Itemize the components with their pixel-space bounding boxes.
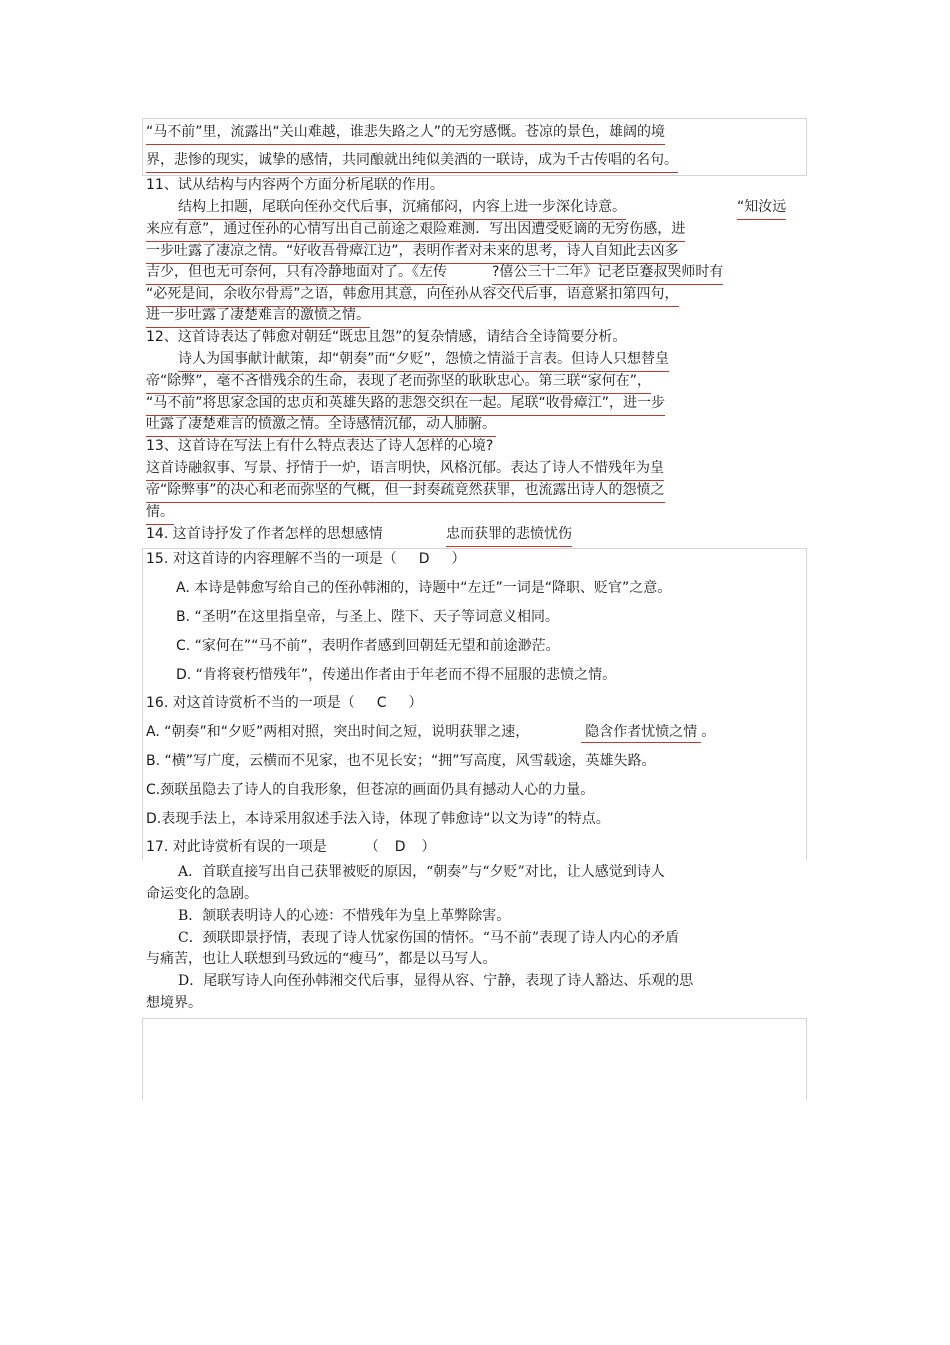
- q14-answer: 忠而获罪的悲愤忧伤: [446, 524, 572, 547]
- q17-option-line: A．首联直接写出自己获罪被贬的原因，“朝奏”与“夕贬”对比，让人感觉到诗人: [178, 864, 665, 880]
- q12-answer-line: 帝“除弊”，毫不吝惜残余的生命，表现了老而弥坚的耿耿忠心。第三联“家何在”，: [146, 371, 651, 394]
- q16-question-text: 16. 对这首诗赏析不当的一项是（: [146, 695, 355, 711]
- q16-question: [146, 693, 423, 715]
- q15-question: [146, 549, 466, 571]
- q12-answer-line: “马不前”将思家念国的忠贞和英雄失路的悲怨交织在一起。尾联“收骨瘴江”，进一步: [146, 393, 665, 416]
- q11-answer-line: 结构上扣题，尾联向侄孙交代后事，沉痛郁闷，内容上进一步深化诗意。: [178, 197, 626, 220]
- q12-answer-line: 诗人为国事献计献策，却“朝奏”而“夕贬”，怨愤之情溢于言表。但诗人只想替皇: [178, 349, 669, 372]
- text-line: 界，悲惨的现实，诚挚的感情，共同酿就出纯似美酒的一联诗，成为千古传唱的名句。: [146, 150, 678, 173]
- q12-answer-line: 吐露了凄楚难言的愤激之情。全诗感情沉郁，动人肺腑。: [146, 414, 496, 437]
- q16-option-a-end: 。: [701, 724, 716, 740]
- q17-option-line: 与痛苦，也让人联想到马致远的“瘦马”，都是以马写人。: [146, 951, 497, 967]
- q17-answer: D: [394, 839, 406, 855]
- q11-answer-line: 进一步吐露了凄楚难言的激愤之情。: [146, 305, 370, 328]
- q16-option-c: C.颈联虽隐去了诗人的自我形象，但苍凉的画面仍具有撼动人心的力量。: [146, 782, 595, 798]
- q15-option-d: D. “肯将衰朽惜残年”，传递出作者由于年老而不得不屈服的悲愤之情。: [176, 667, 617, 683]
- q11-answer-line: 一步吐露了凄凉之情。“好收吾骨瘴江边”，表明作者对未来的思考，诗人自知此去凶多: [146, 241, 679, 264]
- q11-answer-line: “必死是间，余收尔骨焉”之语，韩愈用其意，向侄孙从容交代后事，语意紧扣第四句，: [146, 284, 679, 307]
- q11-answer-line: 吉少，但也无可奈何，只有冷静地面对了。《左传: [146, 262, 447, 285]
- q13-question: 13、这首诗在写法上有什么特点表达了诗人怎样的心境?: [146, 438, 494, 454]
- q14-question: 14. 这首诗抒发了作者怎样的思想感情: [146, 526, 383, 542]
- q15-answer: D: [418, 551, 430, 567]
- q16-question-end: ）: [408, 695, 423, 711]
- q17-paren-close: ）: [421, 839, 436, 855]
- q17-option-line: B．颔联表明诗人的心迹：不惜残年为皇上革弊除害。: [178, 908, 511, 924]
- q16-answer: C: [376, 695, 387, 711]
- q11-answer-line: ?僖公三十二年》记老臣蹇叔哭师时有: [492, 262, 723, 285]
- q15-option-c: C. “家何在”“马不前”，表明作者感到回朝廷无望和前途渺茫。: [176, 638, 560, 654]
- q16-option-a: [146, 722, 715, 744]
- q17-option-line: 命运变化的急剧。: [146, 886, 258, 902]
- q15-option-b: B. “圣明”在这里指皇帝，与圣上、陛下、天子等词意义相同。: [176, 609, 560, 625]
- q16-option-b: B. “横”写广度，云横而不见家，也不见长安；“拥”写高度，风雪载途，英雄失路。: [146, 753, 656, 769]
- text-line: “马不前”里，流露出“关山难越，谁悲失路之人”的无穷感慨。苍凉的景色，雄阔的境: [146, 122, 665, 145]
- q17-question-text: 17. 对此诗赏析有误的一项是: [146, 839, 327, 855]
- q11-question: 11、试从结构与内容两个方面分析尾联的作用。: [146, 177, 444, 193]
- q11-answer-line: 来应有意”，通过侄孙的心情写出自己前途之艰险难测．写出因遭受贬谪的无穷伤感，进: [146, 219, 685, 242]
- q15-question-end: ）: [451, 551, 466, 567]
- q11-answer-line: “知汝远: [737, 197, 786, 220]
- q17-option-line: D．尾联写诗人向侄孙韩湘交代后事，显得从容、宁静，表现了诗人豁达、乐观的思: [178, 973, 694, 989]
- bottom-frame: [142, 1018, 807, 1100]
- q13-answer-line: 帝“除弊事”的决心和老而弥坚的气概，但一封奏疏竟然获罪，也流露出诗人的怨愤之: [146, 480, 665, 503]
- q16-option-d: D.表现手法上，本诗采用叙述手法入诗，体现了韩愈诗“以文为诗”的特点。: [146, 811, 610, 827]
- q16-option-a-text: A. “朝奏”和“夕贬”两相对照，突出时间之短，说明获罪之速，: [146, 724, 530, 740]
- q17-paren-open: （: [364, 839, 379, 855]
- q17-option-line: C．颈联即景抒情，表现了诗人忧家伤国的情怀。“马不前”表现了诗人内心的矛盾: [178, 930, 680, 946]
- q15-option-a: A. 本诗是韩愈写给自己的侄孙韩湘的，诗题中“左迁”一词是“降职、贬官”之意。: [176, 580, 672, 596]
- q13-answer-line: 情。: [146, 502, 174, 525]
- q13-answer-line: 这首诗融叙事、写景、抒情于一炉，语言明快，风格沉郁。表达了诗人不惜残年为皇: [146, 458, 664, 481]
- q15-question-text: 15. 对这首诗的内容理解不当的一项是（: [146, 551, 397, 567]
- q17-question: [146, 837, 436, 859]
- q12-question: 12、这首诗表达了韩愈对朝廷“既忠且怨”的复杂情感，请结合全诗简要分析。: [146, 329, 627, 345]
- q17-option-line: 想境界。: [146, 995, 202, 1011]
- q16-option-a-fill: 隐含作者忧愤之情: [581, 722, 701, 743]
